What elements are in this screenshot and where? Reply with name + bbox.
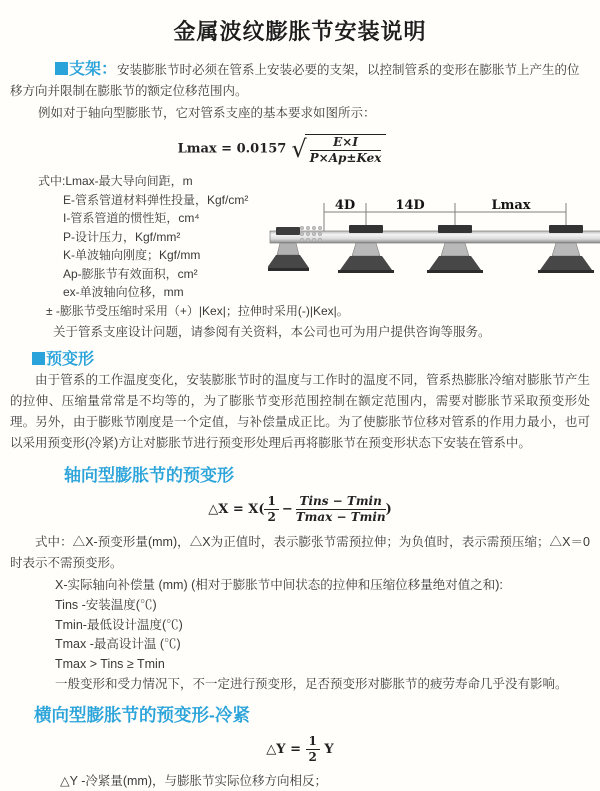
axial-item: Tins -安装温度(℃) [55,597,157,612]
delta-x-formula [0,490,600,530]
definition-line: E-管系管道材料弹性投量，Kgf/cm² [63,192,249,207]
dimension-label-4d: 4D [334,198,356,213]
axial-item: 一般变形和受力情况下，不一定进行预变形，足否预变形对膨胀节的疲劳寿命几乎没有影响。 [55,676,568,691]
definition-line: I-管系管道的惯性矩，cm⁴ [63,211,200,225]
delta-x-rhs: ) [385,502,392,517]
support-note: 关于管系支座设计问题，请参阅有关资料，本公司也可为用户提供咨询等服务。 [53,325,491,339]
definition-line: 式中:Lmax-最大导向间距，m [38,174,193,188]
one-half-fraction: $\frac{1}{2}$ [264,495,278,524]
delta-y-lhs: △Y = [266,741,301,757]
lateral-predeform-heading: 横向型膨胀节的预变形-冷紧 [34,704,250,725]
definition-line: P-设计压力，Kgf/mm² [63,229,181,244]
definition-line: ± -膨胀节受压缩时采用（+）|Kex|；拉伸时采用(-)|Kex|。 [46,303,349,318]
lmax-formula-denominator: P×Ap±Kex [309,150,382,165]
section-marker-icon [32,352,45,365]
delta-y-rhs: Y [324,741,334,757]
predeform-section-label: 预变形 [46,351,95,368]
example-line: 例如对于轴向型膨胀节，它对管系支座的基本要求如图所示： [38,106,376,120]
predeform-paragraph: 由于管系的工作温度变化，安装膨胀节时的温度与工作时的温度不同，管系热膨胀冷缩对膨胀节产生的拉伸、压缩量常常是不均等的，为了膨胀节变形范围控制在额定范围内，需要对膨胀节采取预变形处理。另外，由于膨账节刚度是一个定值，与补偿量成正比。为了使膨胀节位移对管系的作用力最小，也可以采用预变形(冷紧)方让对膨胀节进行预变形处理后再将膨胀节在预变形状态下安装在管系中。 [10,373,590,450]
support-section-label: 支架： [69,61,118,78]
dimension-label-lmax: Lmax [491,198,531,213]
support-intro-text: 安装膨胀节时必须在管系上安装必要的支架，以控制管系的变形在膨胀节上产生的位移方向并限制在膨胀节的额定位移范围内。 [10,63,580,98]
delta-y-formula [0,733,600,767]
definitions-block [38,172,590,342]
axial-predeform-heading: 轴向型膨胀节的预变形 [64,466,234,485]
axial-item: X-实际轴向补偿量 (mm) (相对于膨胀节中间状态的拉伸和压缩位移量绝对值之和): [55,578,503,592]
dimension-label-14d: 14D [395,198,425,213]
temperature-fraction: $\frac{\text{Tins − Tmin}}{Tmax - Tmin}$ [295,494,386,524]
support-section-heading [55,63,117,77]
lmax-formula-numerator: E×I [310,136,382,151]
lmax-formula-fraction [305,134,387,165]
lmax-formula-lhs: Lmax = 0.0157 [177,141,287,157]
axial-item: Tmin-最低设计温度(℃) [55,617,183,632]
minus-operator: − [281,502,293,517]
delta-y-explanation: △Y -冷紧量(mm)，与膨胀节实际位移方向相反； [60,773,328,788]
pipe-support-diagram [268,198,600,300]
lmax-formula [0,130,582,168]
axial-item: Tmax > Tins ≥ Tmin [55,657,165,672]
support-intro-paragraph [10,59,590,102]
delta-x-explanation: 式中：△X-预变形量(mm)，△X为正值时，表示膨张节需预拉伸；为负值时，表示需预压缩；△X＝0时表示不需预变形。 [10,535,590,570]
delta-x-lhs: △X = X( [208,502,265,517]
one-half-fraction: $\frac{1}{2}$ [306,735,320,764]
section-marker-icon [55,62,68,75]
definition-line: K-单波轴向刚度；Kgf/mm [63,248,201,262]
definition-line: Ap-膨胀节有效面积，cm² [63,266,198,281]
axial-item: Tmax -最高设计温 (℃) [55,637,181,652]
predeform-section-heading [32,346,600,368]
definition-line: ex-单波轴向位移，mm [63,285,184,299]
page-title: 金属波纹膨胀节安装说明 [173,19,427,44]
radical-sign: √ [291,135,307,163]
